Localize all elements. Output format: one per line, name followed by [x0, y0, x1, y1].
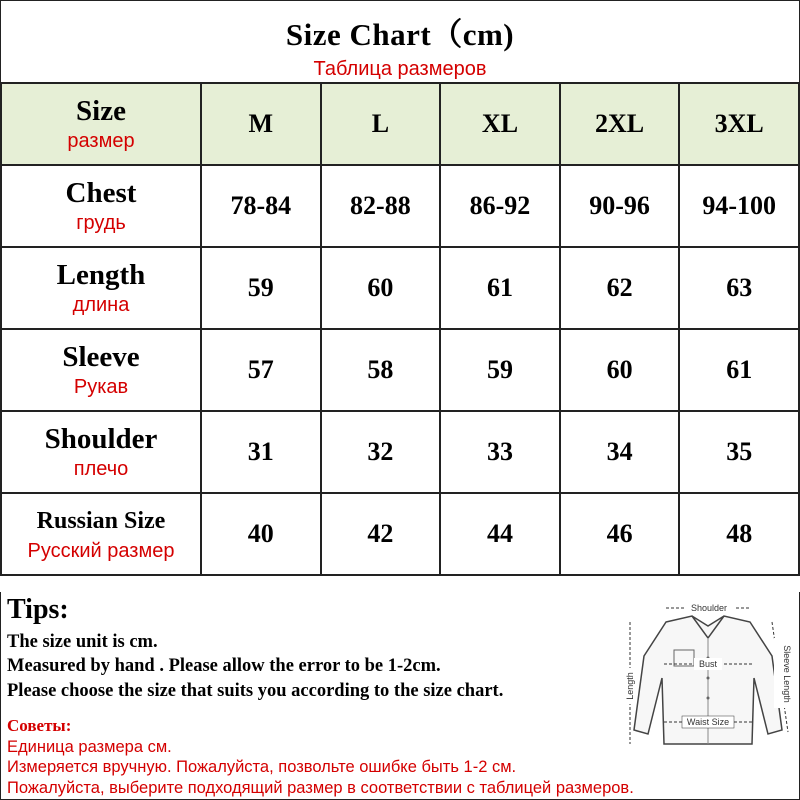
- table-header-row: [1, 83, 799, 165]
- table-cell: 61: [440, 247, 560, 329]
- title-box: [0, 0, 800, 83]
- table-row: [1, 493, 799, 575]
- size-column-header: 3XL: [679, 83, 799, 165]
- row-header-cell: [1, 165, 201, 247]
- row-label-en: Russian Size: [36, 508, 166, 534]
- table-cell: 42: [321, 493, 441, 575]
- tip-en-line: The size unit is cm.: [7, 632, 158, 652]
- row-label-ru: грудь: [76, 212, 126, 234]
- table-row: [1, 247, 799, 329]
- table-cell: 33: [440, 411, 560, 493]
- table-cell: 57: [201, 329, 321, 411]
- table-row: [1, 165, 799, 247]
- page-title: Size Chart（cm): [285, 17, 515, 52]
- table-cell: 60: [560, 329, 680, 411]
- row-header-cell: [1, 411, 201, 493]
- row-header-cell: [1, 493, 201, 575]
- table-cell: 32: [321, 411, 441, 493]
- table-cell: 35: [679, 411, 799, 493]
- row-label-ru: плечо: [73, 458, 129, 480]
- tip-ru-line: Единица размера см.: [7, 738, 172, 756]
- table-cell: 82-88: [321, 165, 441, 247]
- length-label: Length: [625, 672, 635, 700]
- table-cell: 78-84: [201, 165, 321, 247]
- table-row: [1, 329, 799, 411]
- shirt-measurement-diagram: [622, 598, 794, 756]
- table-cell: 48: [679, 493, 799, 575]
- sleeve-length-label: Sleeve Length: [782, 645, 792, 703]
- table-cell: 62: [560, 247, 680, 329]
- table-cell: 61: [679, 329, 799, 411]
- size-column-header: XL: [440, 83, 560, 165]
- bust-label: Bust: [698, 659, 718, 669]
- tips-heading: Tips:: [7, 594, 69, 625]
- table-cell: 46: [560, 493, 680, 575]
- size-header-cell: [1, 83, 201, 165]
- tip-en-line: Please choose the size that suits you according to the size chart.: [7, 681, 504, 701]
- table-cell: 90-96: [560, 165, 680, 247]
- row-header-cell: [1, 329, 201, 411]
- waist-size-label: Waist Size: [686, 717, 730, 727]
- row-label-ru: длина: [72, 294, 130, 316]
- table-cell: 58: [321, 329, 441, 411]
- tip-ru-line: Измеряется вручную. Пожалуйста, позвольте ошибке быть 1-2 см.: [7, 758, 517, 776]
- row-label-en: Size: [76, 95, 126, 127]
- table-cell: 86-92: [440, 165, 560, 247]
- shoulder-label: Shoulder: [690, 603, 728, 613]
- row-header-cell: [1, 247, 201, 329]
- row-label-ru: Рукав: [73, 376, 129, 398]
- table-cell: 34: [560, 411, 680, 493]
- row-label-en: Sleeve: [62, 341, 140, 373]
- row-label-en: Chest: [65, 177, 137, 209]
- table-cell: 40: [201, 493, 321, 575]
- table-cell: 94-100: [679, 165, 799, 247]
- size-column-header: 2XL: [560, 83, 680, 165]
- row-label-en: Length: [56, 259, 146, 291]
- tip-ru-line: Пожалуйста, выберите подходящий размер в соответствии с таблицей размеров.: [7, 779, 634, 797]
- size-column-header: M: [201, 83, 321, 165]
- table-cell: 60: [321, 247, 441, 329]
- table-cell: 31: [201, 411, 321, 493]
- size-chart-table: [0, 82, 800, 576]
- table-row: [1, 411, 799, 493]
- row-label-en: Shoulder: [44, 423, 158, 455]
- size-column-header: L: [321, 83, 441, 165]
- table-cell: 59: [440, 329, 560, 411]
- tips-ru-heading: Советы:: [7, 716, 72, 735]
- table-cell: 63: [679, 247, 799, 329]
- page-subtitle: Таблица размеров: [313, 58, 487, 80]
- row-label-ru: Русский размер: [27, 540, 175, 562]
- table-cell: 44: [440, 493, 560, 575]
- row-label-ru: размер: [67, 130, 135, 152]
- tip-en-line: Measured by hand . Please allow the error to be 1-2cm.: [7, 656, 441, 676]
- table-cell: 59: [201, 247, 321, 329]
